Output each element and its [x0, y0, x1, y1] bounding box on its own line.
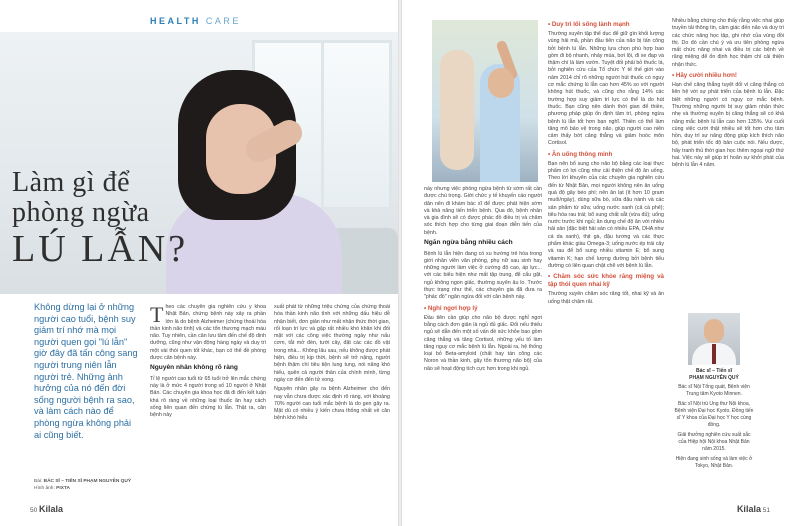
- byline-author: BÁC SĨ – TIẾN SĨ PHẠM NGUYỄN QUÝ: [43, 479, 132, 484]
- col3-paragraph-3: Đầu tiên cần giúp cho não bộ được nghỉ ngơi bằng cách đơn giản là ngủ đủ giấc. Đối nếu thiếu ngủ sẽ dẫn đến một số vấn đề sức khỏe bao gồm căng thẳng và tăng Cortisol, những yếu tố làm tăng nguy cơ mắc bệnh lú lẫn. Ngoài ra, hệ thống loại bỏ Beta-amyloid (chất hay tán công các Noron và thần kinh, gây tổn thương não bộ) của não sẽ hoạt động tích cực hơn trong khi ngủ.: [424, 314, 542, 372]
- column-3: [424, 186, 542, 375]
- article-intro: Không dừng lại ở những người cao tuổi, bệnh suy giảm trí nhớ mà mọi người quen gọi "lú lẫn" giờ đây đã tấn công sang người trung niên lẫn người trẻ. Những ảnh hưởng của nó đến đời sống người bệnh ra sao, và làm cách nào để phòng ngừa không phải ai cũng biết.: [34, 302, 138, 440]
- col5-heading-1: • Hãy cười nhiều hơn!: [672, 72, 737, 80]
- col4-heading-1: • Duy trì lối sống lành mạnh: [548, 21, 630, 28]
- dropcap: T: [150, 302, 164, 327]
- photo-person-1: [440, 50, 474, 170]
- column-4: [548, 18, 664, 308]
- col3-paragraph-2: Bệnh lú lẫn hiện đang có xu hướng trẻ hóa trong giới nhân viên văn phòng, phụ nữ sau sinh hay những người làm việc ở cường độ cao, áp lực... với các biểu hiện như mất tập trung, để cẩu gặt, ngủ không ngon giấc, thường xuyên âu lo. Trước thực trạng như thế, các chuyên gia đã đưa ra "phác đồ" ngăn ngừa đối với căn bệnh này.: [424, 250, 542, 301]
- section-header: [150, 16, 241, 26]
- doctor-photo: [688, 313, 740, 365]
- byline: [34, 478, 144, 492]
- doctor-name-line-1: Bác sĩ – Tiến sĩ: [695, 368, 733, 374]
- doctor-bio-4: Hiện đang sinh sống và làm việc ở Tokyo, Nhật Bản.: [675, 456, 753, 469]
- col3-heading-2: • Nghỉ ngơi hợp lý: [424, 304, 478, 312]
- col4-paragraph-2: Bạn nên bổ sung cho não bộ bằng các loại thực phẩm có lợi cũng như cải thiện chế độ ăn uống. Theo lời khuyên của các chuyên gia nghiên cứu đến từ Nhật Bản, mọi người không nên ăn uống quá độ gây béo phì; nên ăn lạt (ít hơn 10 gram muối/ngày), dùng sữa bò, sữa đậu nành và các sản phẩm từ sữa; uống nước xanh (cả cà phê); tiêu hóa rau trái; bổ sung chất sắt (vừa đủ); uống nước trước khi ngủ; ăn dụng chế độ ăn với nhiều hải sản (đặc biệt hải sản có nhiều EPA, DHA như cá da xanh), thịt gà, đậu tương và các thực phẩm khác giàu Omega-3; uống nước ép trái cây và rau để bổ sung nhiều vitamin E; bổ sung vitamin K; hạn chế lượng đường bởi bệnh tiểu đường có liên quan chặt chẽ với bệnh lú lẫn.: [548, 160, 664, 269]
- section-header-secondary: CARE: [205, 16, 241, 26]
- byline-design: PIXTA: [56, 486, 70, 491]
- column-1: [150, 304, 266, 422]
- article-title: [12, 168, 188, 270]
- col2-paragraph-1: xuất phát từ những triệu chứng của chứng thoái hóa thần kinh não tình với những dấu hiệu dễ nhận biết, đơn giản như mất nhận thức thời gian, rối loạn trí lực và gặp rất nhiều khó khăn khi đối mặt với các công việc thường ngày như nấu cơm, tắt mở đèn, tưới cây, đặt các các đồ vật trong nhà... Không lâu sau, nếu không được phát hiện, điều trị kịp thời, bệnh sẽ trở nặng, người bệnh thậm chí tiêu tiện lung tung, nói năng khó hiểu, quên cả người thân của chính mình, từng ngày cơ đến đến tử vong.: [274, 304, 390, 383]
- photo-person-2-head: [488, 68, 514, 98]
- folio-right-number: 51: [762, 507, 770, 514]
- right-page: [402, 0, 800, 526]
- doctor-head: [704, 319, 724, 343]
- col3-heading-1: Ngăn ngừa bằng nhiều cách: [424, 239, 513, 247]
- folio-right-brand: Kilala: [736, 504, 761, 514]
- col4-heading-3: • Chăm sóc sức khỏe răng miệng và tập thói quen nhai kỹ: [548, 273, 664, 289]
- title-line-2: phòng ngừa: [12, 197, 150, 228]
- col4-paragraph-1: Thường xuyên tập thể dục để giữ gìn khối lượng vùng hải mã, phần đầu tiên của não bị tấn công bởi bệnh lú lẫn. Những lựa chọn phù hợp bao gồm đi bộ nhanh, nhảy múa, bơi lội, đi xe đạp và thậm chí là làm vườn. Tuyệt đối phải bỏ thuốc lá, bởi nghiên cứu của Tổ chức Y tế thế giới vào năm 2014 chỉ rõ những người hút thuốc có nguy cơ mắc chứng lú lẫn cao hơn 45% so với người không hút thuốc, và cũng cho rằng 14% các trường hợp suy giảm trí lực có thể là do hút thuốc. Bạn cũng nên dành thời gian để thiền, phương pháp giúp ổn định tâm trí, phòng ngừa bệnh lú lẫn tốt hơn bạn nghĩ. Thiền có thể làm tăng mô bảo vệ trong não, giúp người cao niên cảm thấy bớt căng thẳng và giảm hoóc môn Cortisol.: [548, 31, 664, 147]
- column-2: [274, 304, 390, 425]
- col5-paragraph-1: Nhiều bằng chứng cho thấy rằng việc nhai giúp truyền tải thông tin, cảm giác đến não và duy trì các chức năng học tập, ghi nhớ của vùng đồi thị. Do đó cần chú ý và ưu tiên phòng ngừa mất chức năng nhai và điều trị các bệnh về răng miệng để ổn định học thậm chí cải thiện nhận thức.: [672, 18, 784, 68]
- title-line-1: Làm gì để: [12, 167, 131, 198]
- col4-heading-2: • Ăn uống thông minh: [548, 150, 613, 158]
- title-line-3: LÚ LẪN?: [12, 228, 189, 270]
- folio-left-number: 50: [30, 507, 38, 514]
- col1-paragraph-2: Tỉ lệ người cao tuổi từ 65 tuổi trở lên mắc chứng này là ở mức 4 người trong số 10 người ở Nhật Bản. Các chuyên gia khoa học đã đi đến kết luận khá rõ ràng về những loại thuốc ăn hay cách sống liên quan đến chứng lú lẫn. Thật ra, căn bệnh này: [150, 375, 266, 419]
- col3-paragraph-1: này nhưng việc phòng ngừa bệnh từ sớm rất cần được chú trọng. Giới chức y tế khuyến cáo người dân nên đi khám bác sĩ để được phát hiện sớm và khả năng tiến triển bệnh. Qua đó, bệnh nhân và gia đình sẽ có được phác đồ điều trị và chăm sóc thích hợp cho từng giai đoạn diễn tiến của bệnh.: [424, 186, 542, 236]
- byline-design-label: Hình ảnh:: [34, 486, 55, 491]
- col1-paragraph-1: heo các chuyên gia nghiên cứu y khoa Nhật Bản, chứng bệnh này xảy ra phần lớn là do bệnh Alzheimer (chứng thoái hóa thần kinh não tình) và các tổn thương mạch máu não. Tuy nhiên, cần cân lưu tâm đến chế độ dinh dưỡng, cũng như vận động hàng ngày và duy trì một vài thói quen tốt khác, bạn có thể đề phòng được căn bệnh này.: [150, 304, 266, 362]
- column-5: [672, 18, 784, 172]
- col1-heading: Nguyên nhân không rõ ràng: [150, 364, 238, 372]
- doctor-name-line-2: PHẠM NGUYỄN QUÝ: [689, 375, 739, 381]
- folio-right: [737, 504, 770, 514]
- doctor-bio-2: Bác sĩ Nội trú Ung thư Nội khoa, Bệnh viện Đại học Kyoto. Đồng tiến sĩ Y khoa của Đại học Y học cùng đồng.: [674, 401, 754, 428]
- folio-left-brand: Kilala: [39, 504, 64, 514]
- doctor-name: [674, 368, 754, 382]
- col2-paragraph-2: Nguyên nhân gây ra bệnh Alzheimer cho đến nay vẫn chưa được xác định rõ ràng, với khoảng 70% người cao tuổi mắc bệnh là do gen gây ra. Mặt dù có nhiều ý kiến chưa thống nhất về căn bệnh khó hiểu: [274, 386, 390, 422]
- doctor-caption: [674, 368, 754, 473]
- folio-left: [30, 504, 63, 514]
- col5-paragraph-2: Hạn chế căng thẳng tuyệt đối vì căng thẳng có liên hệ với sự phát triển của bệnh lú lẫn. Đặc biệt những người có nguy cơ mắc bệnh. Thường những người bị suy giảm nhận thức nhẹ và thường xuyên bị căng thẳng sẽ có khả năng mắc bệnh lú lẫn cao hơn 135%. Vui cuối cùng việc cười thật nhiều sẽ tốt hơn cho tâm hồn, duy trì sự năng động giúp kích thích não bộ, phát triển tốc độ bản cuộc nói. Nếu được, hãy tranh thủ thời gian học thêm ngoại ngữ thứ hai. Việc này sẽ giúp trí hoãn sự khởi phát của bệnh lú lẫn 4 năm.: [672, 82, 784, 169]
- col4-paragraph-3: Thường xuyên chăm sóc răng tốt, nhai kỹ và ăn uống thật chậm rãi.: [548, 291, 664, 305]
- doctor-bio-1: Bác sĩ Nội Tổng quát, Bệnh viện Trung tâm Kyoto Minnen.: [678, 384, 750, 397]
- byline-author-label: Bài:: [34, 479, 43, 484]
- section-header-primary: HEALTH: [150, 16, 201, 26]
- doctor-tie: [712, 344, 716, 364]
- doctor-bio-3: Giải thưởng nghiên cứu xuất sắc của Hiệp hội Nội khoa Nhật Bản năm 2015.: [677, 432, 751, 452]
- left-page: [0, 0, 398, 526]
- exercise-photo: [432, 20, 538, 182]
